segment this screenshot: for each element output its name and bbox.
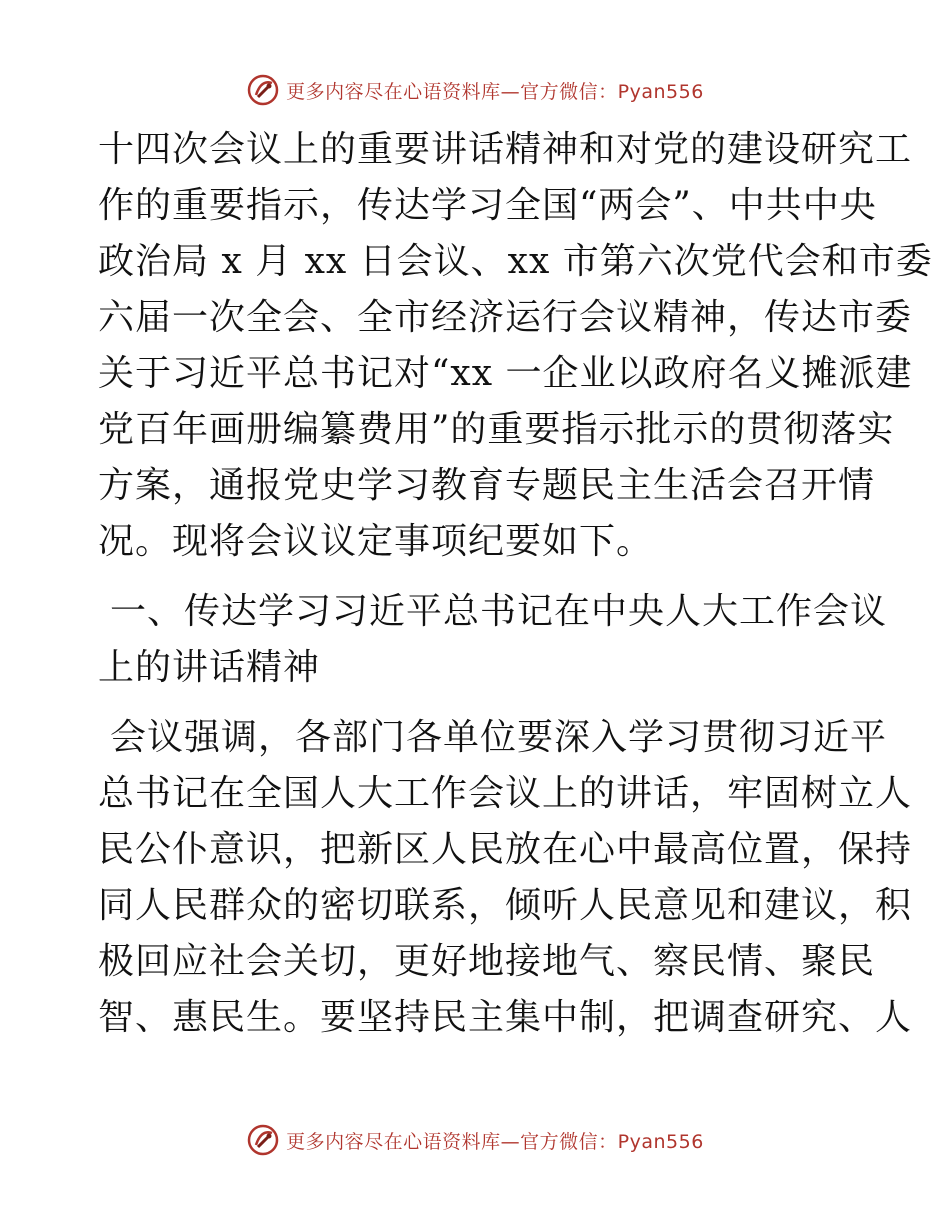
text-line: 极回应社会关切，更好地接地气、察民情、聚民	[98, 941, 876, 982]
header-banner-text	[286, 77, 704, 104]
header-banner	[0, 70, 950, 110]
text-line: 六届一次全会、全市经济运行会议精神，传达市委	[98, 297, 913, 338]
paragraph-2	[98, 710, 913, 1046]
text-line: 总书记在全国人大工作会议上的讲话，牢固树立人	[98, 773, 913, 814]
paragraph-1	[98, 122, 933, 570]
text-line: 政治局 x 月 xx 日会议、xx 市第六次党代会和市委	[98, 241, 933, 282]
text-line: 况。现将会议议定事项纪要如下。	[98, 521, 654, 562]
text-line: 会议强调，各部门各单位要深入学习贯彻习近平	[110, 717, 888, 758]
brand-logo-icon	[246, 73, 280, 107]
section-heading-1	[98, 584, 888, 696]
text-line: 智、惠民生。要坚持民主集中制，把调查研究、人	[98, 997, 913, 1038]
text-line: 十四次会议上的重要讲话精神和对党的建设研究工	[98, 129, 913, 170]
heading-line: 一、传达学习习近平总书记在中央人大工作会议	[110, 591, 888, 632]
header-banner-main: 更多内容尽在心语资料库	[286, 80, 501, 103]
header-banner-separator: —	[500, 80, 521, 103]
brand-logo-icon	[246, 1123, 280, 1157]
footer-banner-separator: —	[500, 1130, 521, 1153]
text-line: 民公仆意识，把新区人民放在心中最高位置，保持	[98, 829, 913, 870]
document-body	[98, 122, 933, 1046]
text-line: 方案，通报党史学习教育专题民主生活会召开情	[98, 465, 876, 506]
heading-line: 上的讲话精神	[98, 647, 321, 688]
text-line: 作的重要指示，传达学习全国“两会”、中共中央	[98, 185, 877, 226]
header-banner-wechat: 官方微信：Pyan556	[520, 80, 704, 103]
text-line: 党百年画册编纂费用”的重要指示批示的贯彻落实	[98, 409, 895, 450]
footer-banner-main: 更多内容尽在心语资料库	[286, 1130, 501, 1153]
text-line: 同人民群众的密切联系，倾听人民意见和建议，积	[98, 885, 913, 926]
footer-banner-wechat: 官方微信：Pyan556	[520, 1130, 704, 1153]
footer-banner-text	[286, 1127, 704, 1154]
text-line: 关于习近平总书记对“xx 一企业以政府名义摊派建	[98, 353, 913, 394]
footer-banner	[0, 1120, 950, 1160]
